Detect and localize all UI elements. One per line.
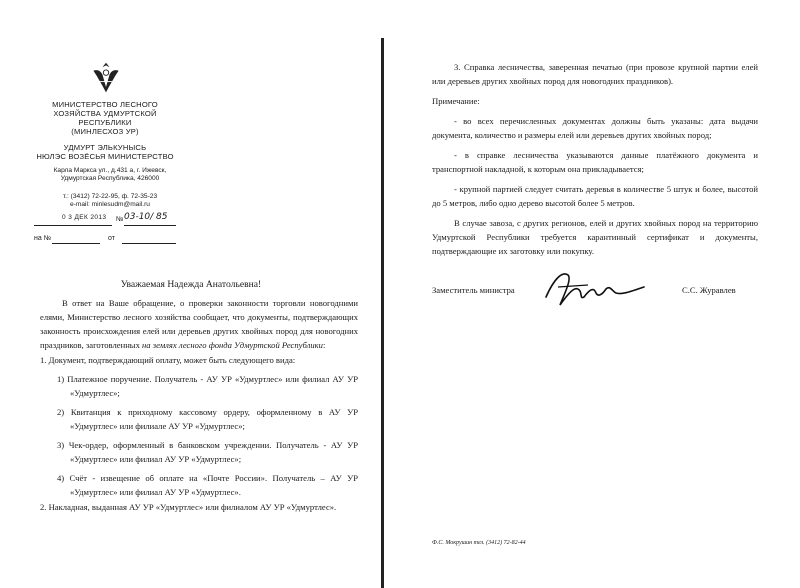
org-line: УДМУРТ ЭЛЬКУНЫСЬ — [63, 143, 147, 152]
reg-no-underline — [124, 225, 176, 226]
registration-number: 03-10/ 85 — [124, 212, 168, 222]
udmurt-emblem-icon — [88, 60, 124, 96]
list-item: 1. Документ, подтверждающий оплату, может быть следующего вида: — [40, 355, 296, 365]
left-page — [0, 0, 382, 588]
date-underline — [34, 225, 112, 226]
note-item: - в справке лесничества указываются данные платёжного документа и транспортной накладной, к которым она прикладывается; — [432, 150, 758, 174]
greeting: Уважаемая Надежда Анатольевна! — [120, 279, 262, 290]
list-subitem: 2) Квитанция к приходному кассовому ордеру, оформленному в АУ УР «Удмуртлес» или филиале АУ УР «Удмуртлес»; — [57, 407, 358, 431]
list-subitem: 4) Счёт - извещение об оплате на «Почте России». Получатель – АУ УР «Удмуртлес» или филиал АУ УР «Удмуртлес». — [57, 473, 358, 497]
org-name-udmurt — [30, 143, 180, 161]
org-line: ХОЗЯЙСТВА УДМУРТСКОЙ — [53, 109, 157, 118]
ref-no-underline — [52, 243, 100, 244]
list-item: 3. Справка лесничества, заверенная печатью (при провозе крупной партии елей или деревьев других хвойных пород для новогодних праздников). — [432, 62, 758, 86]
executor-footer: Ф.С. Мокрушин тел. (3412) 72-82-44 — [432, 540, 526, 546]
closing-paragraph: В случае завоза, с других регионов, елей и других хвойных пород на территорию Удмуртской Республики требуется карантинный сертификат и документы, подтверждающие их заготовку или покупку. — [432, 218, 758, 256]
org-line: РЕСПУБЛИКИ — [78, 118, 132, 127]
letter-body-left — [40, 296, 358, 514]
org-name-russian — [30, 100, 180, 136]
reg-no-label: № — [116, 216, 124, 223]
reference-label: на № — [34, 235, 52, 242]
note-title: Примечание: — [432, 96, 480, 106]
registration-date-stamp: 0 3 ДЕК 2013 — [62, 214, 107, 221]
signer-title: Заместитель министра — [432, 285, 515, 295]
org-line: (МИНЛЕСХОЗ УР) — [71, 127, 139, 136]
address — [30, 167, 190, 183]
list-item: 2. Накладная, выданная АУ УР «Удмуртлес» или филиалом АУ УР «Удмуртлес». — [40, 502, 337, 512]
intro-italic: на землях лесного фонда Удмуртской Республики — [142, 340, 323, 350]
intro-paragraph — [40, 296, 358, 352]
email: e-mail: minlesudm@mail.ru — [70, 201, 150, 208]
address-line: Удмуртская Республика, 426000 — [60, 175, 160, 182]
note-item: - во всех перечисленных документах должны быть указаны: дата выдачи документа, количество и размеры елей или деревьев других хвойных пород; — [432, 116, 758, 140]
list-subitem: 3) Чек-ордер, оформленный в банковском учреждении. Получатель - АУ УР «Удмуртлес» или филиал АУ УР «Удмуртлес»; — [57, 440, 358, 464]
intro-end: : — [322, 340, 326, 350]
ref-date-underline — [122, 243, 176, 244]
signer-name: С.С. Журавлев — [682, 285, 736, 295]
phone: т.: (3412) 72-22-95, ф. 72-35-23 — [62, 193, 158, 200]
note-item: - крупной партией следует считать деревья в количестве 5 штук и более, высотой до 5 метров, либо одно дерево высотой более 5 метров. — [432, 184, 758, 208]
signature-icon — [540, 265, 650, 315]
letter-body-right — [432, 60, 758, 258]
intro-text: В ответ на Ваше обращение, о проверки законности торговли новогодними елями, Министерство лесного хозяйства сообщает, что документы, подтверждающих законность происхождения елей или деревьев других хвойных пород для новогодних праздников, заготовленных — [40, 298, 358, 350]
org-line: НЮЛЭС ВОЗЁСЬЯ МИНИСТЕРСТВО — [36, 152, 174, 161]
org-line: МИНИСТЕРСТВО ЛЕСНОГО — [52, 100, 158, 109]
reference-from-label: от — [108, 235, 115, 242]
address-line: Карла Маркса ул., д.431 а, г. Ижевск, — [53, 167, 167, 174]
list-subitem: 1) Платежное поручение. Получатель - АУ УР «Удмуртлес» или филиал АУ УР «Удмуртлес»; — [57, 374, 358, 398]
